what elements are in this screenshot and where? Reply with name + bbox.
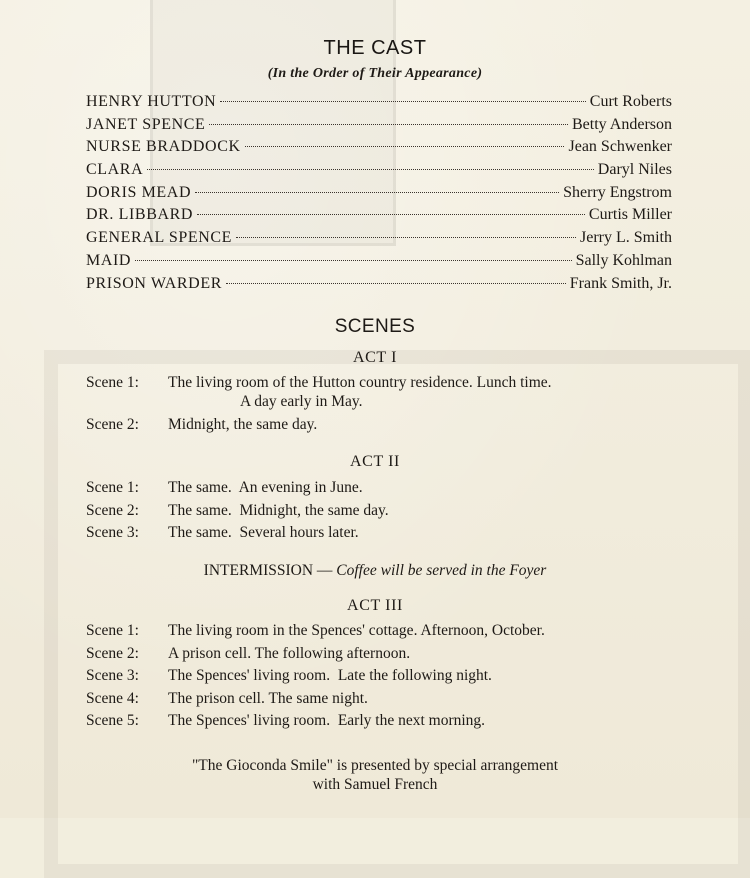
scenes-heading: SCENES [334,316,416,337]
scene-description: The same. Midnight, the same day. [168,501,389,519]
cast-row [86,182,672,205]
leader-dots [245,146,565,147]
role-name: PRISON WARDER [86,274,222,292]
actor-name: Sally Kohlman [575,251,672,269]
actor-name: Curtis Miller [588,206,672,224]
actor-name: Frank Smith, Jr. [569,274,672,292]
act-2-scenes [86,478,686,546]
scene-description: The living room in the Spences' cottage. Afternoon, October. [168,622,545,639]
cast-row [86,136,672,159]
leader-dots [197,214,585,215]
scene-row [86,373,686,411]
leader-dots [209,124,568,125]
actor-name: Jerry L. Smith [580,229,672,247]
scene-label: Scene 1: [86,374,139,391]
scene-label: Scene 1: [86,622,139,639]
act-3-heading: ACT III [347,597,403,614]
scene-row [86,478,686,497]
scene-label: Scene 3: [86,667,139,684]
role-name: JANET SPENCE [86,115,206,133]
scene-description: The same. An evening in June. [168,479,363,496]
act-1-scenes [86,373,686,437]
intermission-line [0,562,750,580]
scene-row [86,711,686,730]
role-name: NURSE BRADDOCK [86,138,241,156]
cast-row [86,250,672,273]
role-name: DORIS MEAD [86,183,192,201]
intermission-label: INTERMISSION — [203,562,333,579]
actor-name: Sherry Engstrom [563,183,672,201]
arrangement-credit-line-1: "The Gioconda Smile" is presented by special arrangement [191,757,559,774]
scene-label: Scene 4: [86,689,139,707]
leader-dots [236,237,576,238]
leader-dots [195,192,559,193]
scene-label: Scene 1: [86,479,139,496]
scene-row [86,501,686,520]
scene-description: A prison cell. The following afternoon. [168,644,411,662]
scene-label: Scene 5: [86,712,139,729]
scene-row [86,415,686,434]
scene-label: Scene 2: [86,644,139,662]
cast-row [86,159,672,182]
leader-dots [226,283,566,284]
act-1-heading: ACT I [352,349,398,366]
leader-dots [147,169,594,170]
actor-name: Betty Anderson [572,115,672,133]
scene-description-wrap [168,373,686,411]
scene-row [86,621,686,640]
cast-subheading: (In the Order of Their Appearance) [267,66,483,81]
scene-description: The same. Several hours later. [168,524,359,541]
cast-row [86,273,672,296]
role-name: HENRY HUTTON [86,93,217,110]
scene-row [86,689,686,708]
scene-row [86,666,686,685]
intermission-note: Coffee will be served in the Foyer [336,562,547,579]
leader-dots [135,260,571,261]
cast-row [86,114,672,137]
role-name: DR. LIBBARD [86,206,194,224]
role-name: MAID [86,251,132,269]
scene-description: The living room of the Hutton country residence. Lunch time. [168,374,552,391]
act-3-scenes [86,621,686,734]
act-2-heading: ACT II [350,453,400,470]
role-name: CLARA [86,161,144,179]
cast-list [86,91,672,295]
scene-label: Scene 3: [86,524,139,541]
actor-name: Curt Roberts [589,93,672,110]
scene-description: The prison cell. The same night. [168,689,368,707]
cast-heading: THE CAST [323,37,427,59]
cast-row [86,204,672,227]
scene-row [86,644,686,663]
actor-name: Jean Schwenker [568,138,672,156]
leader-dots [220,101,585,102]
arrangement-credit-line-2: with Samuel French [312,776,438,793]
scene-description-continued: A day early in May. [240,393,363,410]
scene-description: The Spences' living room. Early the next morning. [168,712,486,729]
scene-description: The Spences' living room. Late the following night. [168,667,492,684]
scene-description: Midnight, the same day. [168,415,318,433]
scene-row [86,523,686,542]
role-name: GENERAL SPENCE [86,229,233,247]
cast-row [86,227,672,250]
actor-name: Daryl Niles [597,161,672,179]
cast-row [86,91,672,114]
scene-label: Scene 2: [86,415,139,433]
scene-label: Scene 2: [86,501,139,519]
